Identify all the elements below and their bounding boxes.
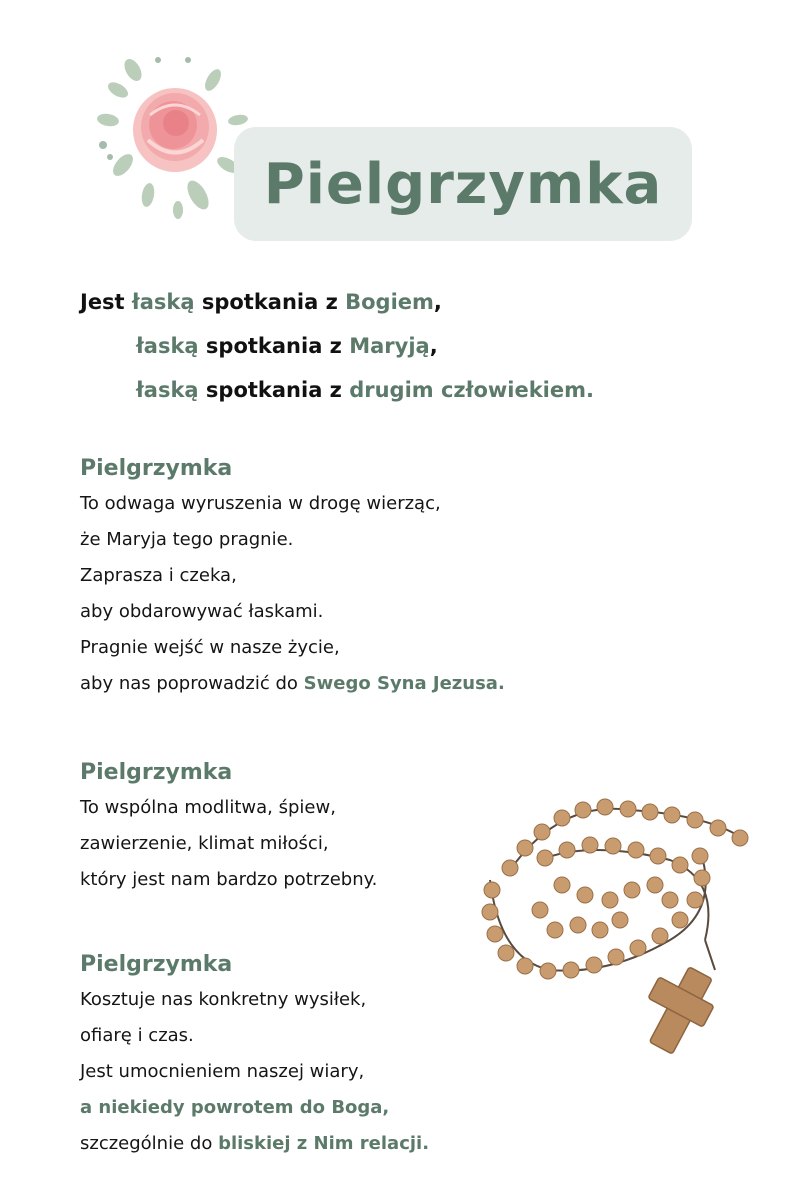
section-heading: Pielgrzymka bbox=[80, 456, 233, 481]
section-2 bbox=[80, 756, 377, 898]
intro-text: spotkania z bbox=[198, 334, 350, 358]
title-banner bbox=[234, 127, 692, 241]
intro-line bbox=[80, 280, 594, 324]
section-heading: Pielgrzymka bbox=[80, 760, 233, 785]
section-line bbox=[80, 666, 505, 702]
intro-text: spotkania z bbox=[198, 378, 350, 402]
section-line: Zaprasza i czeka, bbox=[80, 565, 237, 586]
intro-text: Jest bbox=[80, 290, 132, 314]
section-line: który jest nam bardzo potrzebny. bbox=[80, 869, 378, 890]
intro-highlight: łaską bbox=[136, 334, 199, 358]
section-text: szczególnie do bbox=[80, 1133, 219, 1154]
intro-text: spotkania z bbox=[194, 290, 346, 314]
section-1 bbox=[80, 452, 505, 702]
section-line: zawierzenie, klimat miłości, bbox=[80, 833, 329, 854]
section-line: a niekiedy powrotem do Boga, bbox=[80, 1097, 390, 1118]
section-line: aby obdarowywać łaskami. bbox=[80, 601, 324, 622]
page-title: Pielgrzymka bbox=[263, 151, 663, 217]
section-line: że Maryja tego pragnie. bbox=[80, 529, 294, 550]
section-line: ofiarę i czas. bbox=[80, 1025, 194, 1046]
intro-highlight: łaską bbox=[136, 378, 199, 402]
intro-highlight: Maryją bbox=[349, 334, 430, 358]
section-highlight: bliskiej z Nim relacji. bbox=[218, 1133, 430, 1154]
section-line: To wspólna modlitwa, śpiew, bbox=[80, 797, 336, 818]
section-line: To odwaga wyruszenia w drogę wierząc, bbox=[80, 493, 441, 514]
intro-highlight: łaską bbox=[131, 290, 195, 314]
intro-line bbox=[80, 368, 594, 412]
rosary-illustration bbox=[470, 790, 770, 1070]
section-line: Jest umocnieniem naszej wiary, bbox=[80, 1061, 365, 1082]
intro-block bbox=[80, 280, 594, 412]
section-text: aby nas poprowadzić do bbox=[80, 673, 304, 694]
section-highlight: Swego Syna Jezusa. bbox=[303, 673, 505, 694]
intro-text: , bbox=[433, 290, 442, 314]
intro-line bbox=[80, 324, 594, 368]
intro-text: , bbox=[429, 334, 438, 358]
section-line bbox=[80, 1126, 429, 1162]
section-heading: Pielgrzymka bbox=[80, 952, 233, 977]
section-line: Kosztuje nas konkretny wysiłek, bbox=[80, 989, 367, 1010]
intro-highlight: Bogiem bbox=[345, 290, 434, 314]
section-line: Pragnie wejść w nasze życie, bbox=[80, 637, 340, 658]
intro-highlight: drugim człowiekiem. bbox=[349, 378, 594, 402]
section-3 bbox=[80, 948, 429, 1162]
